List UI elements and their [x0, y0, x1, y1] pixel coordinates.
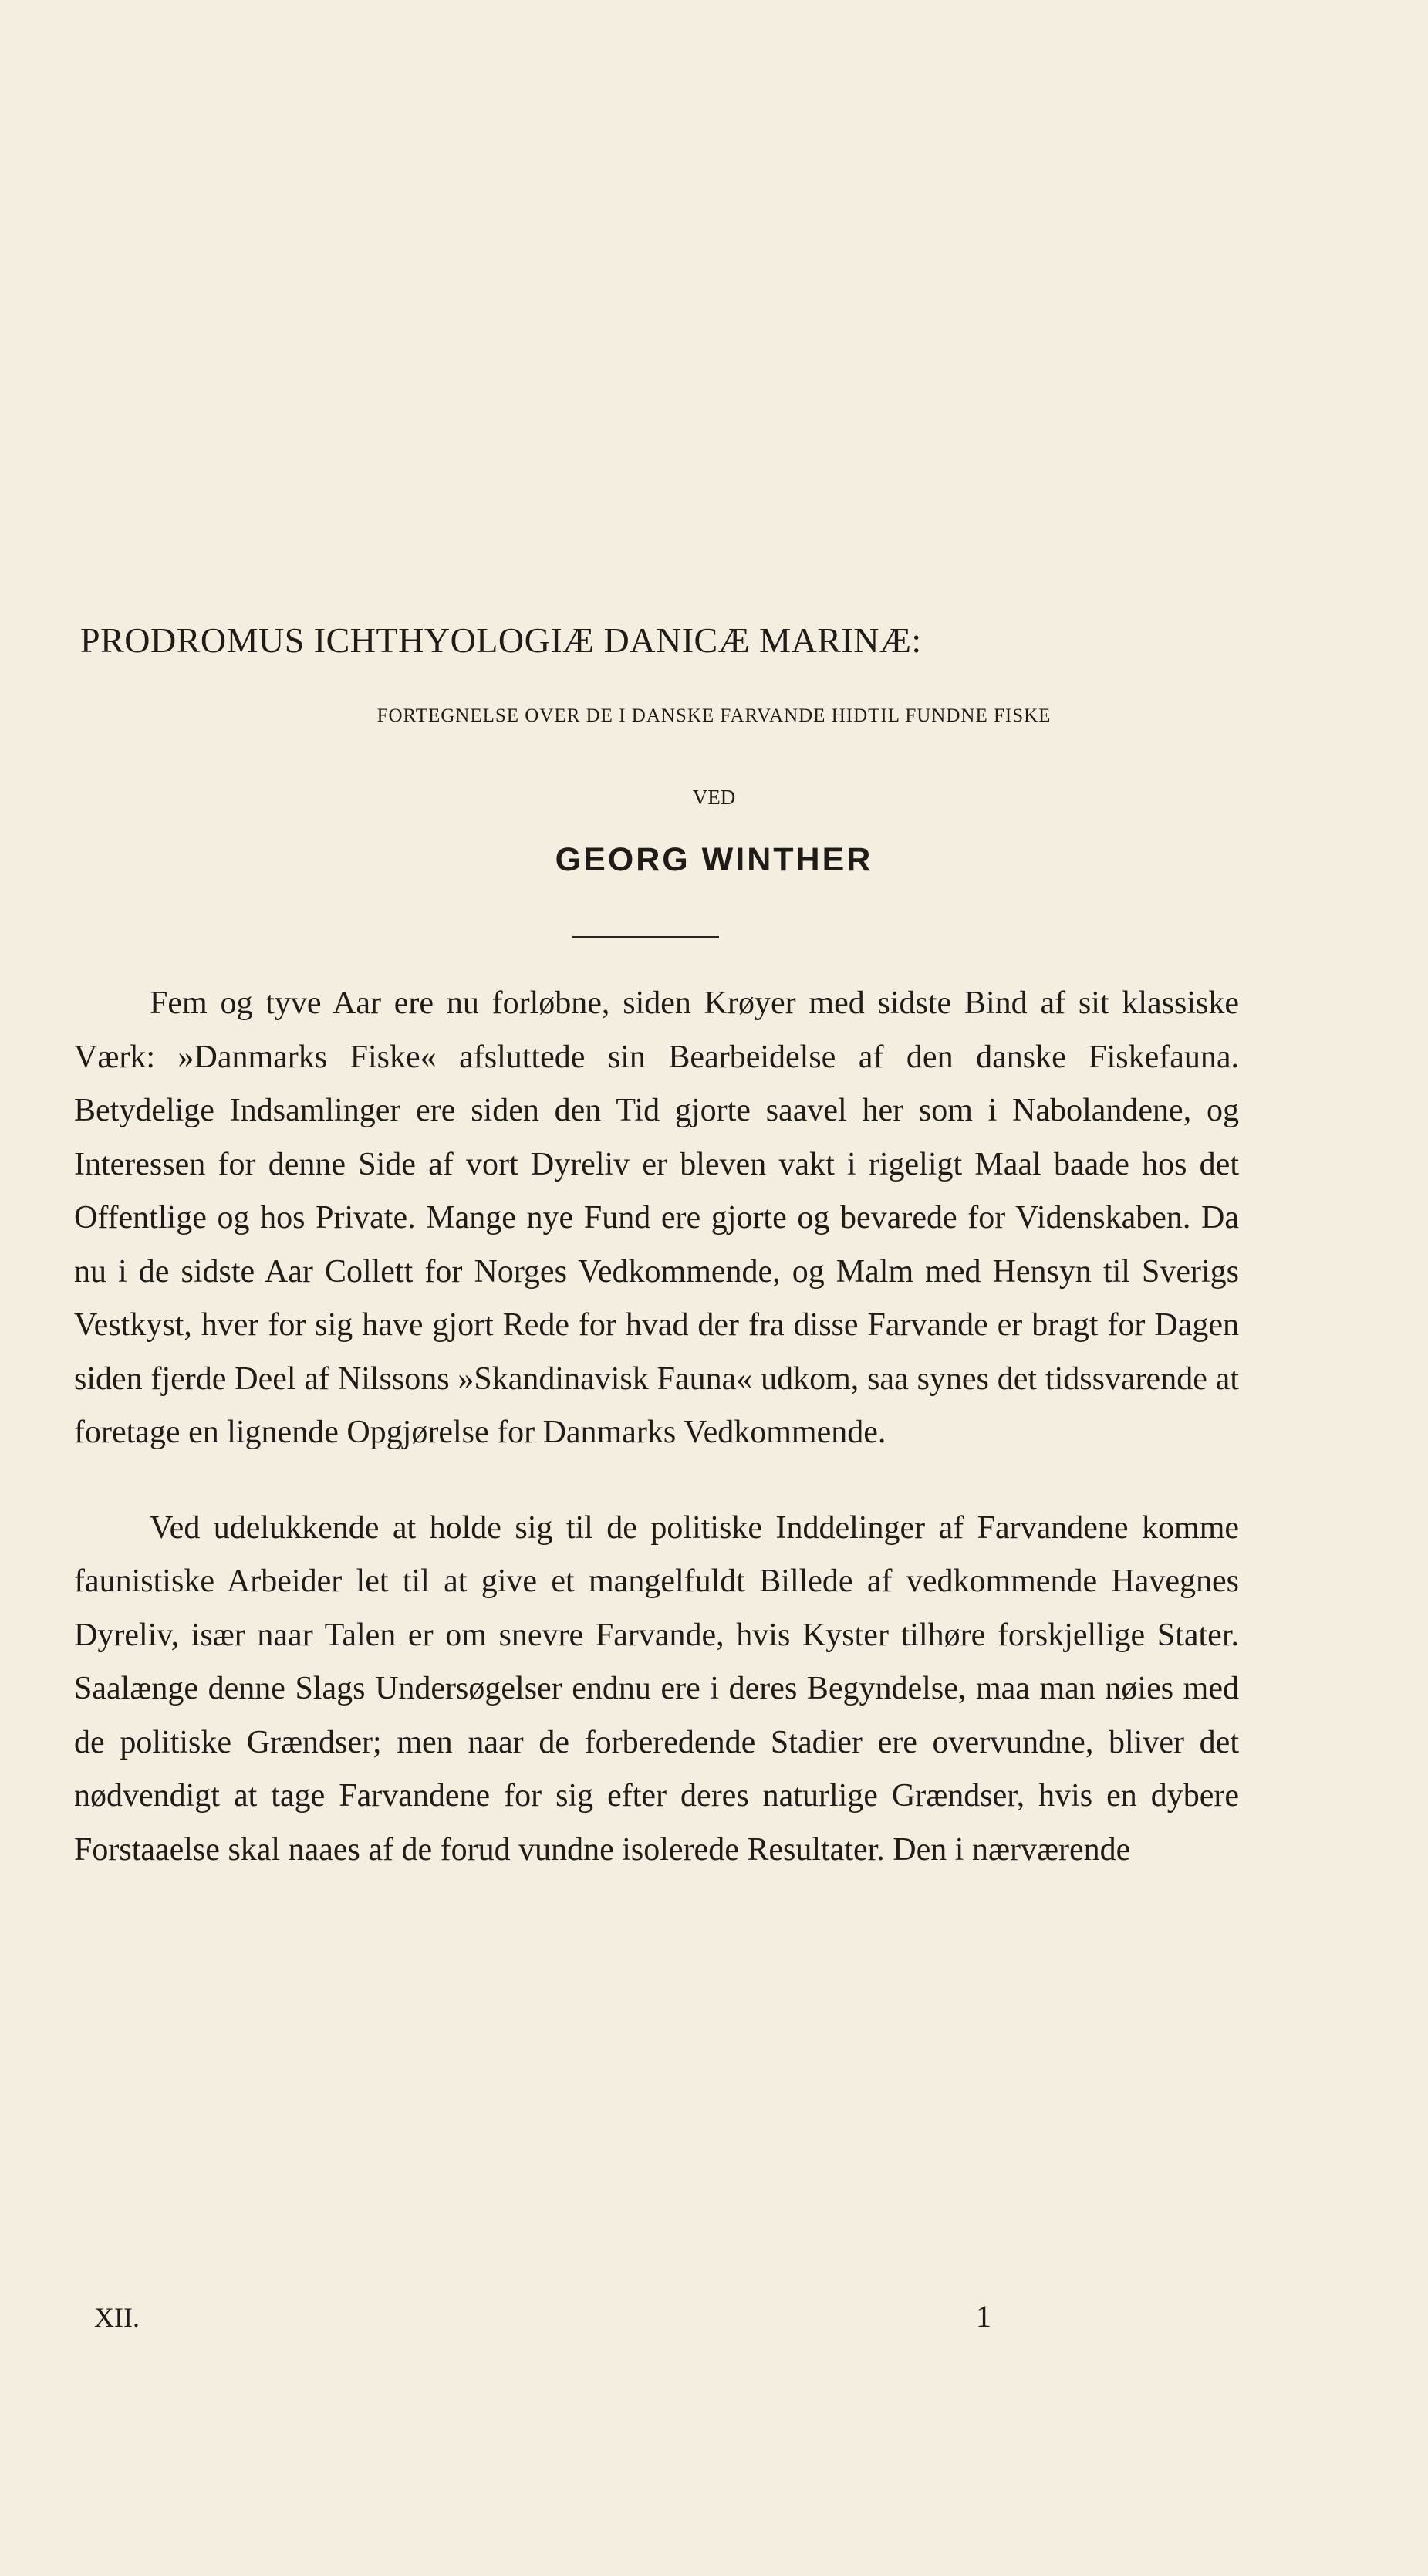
- body-text: [74, 977, 1239, 1877]
- signature-mark: XII.: [94, 2302, 140, 2333]
- by-line: VED: [692, 786, 736, 809]
- paragraph-2: Ved udelukkende at holde sig til de politiske Inddelinger af Farvandene komme faunistiske Arbeider let til at give et mangelfuldt Billede af vedkommende Havegnes Dyreliv, især naar Talen er om snevre Farvande, hvis Kyster tilhøre forskjellige Stater. Saalænge denne Slags Undersøgelser endnu ere i deres Begyndelse, maa man nøies med de politiske Grændser; men naar de forberedende Stadier ere overvundne, bliver det nødvendigt at tage Farvandene for sig efter deres naturlige Grændser, hvis en dybere Forstaaelse skal naaes af de forud vundne isolerede Resultater. Den i nærværende: [74, 1509, 1239, 1868]
- author-name: GEORG WINTHER: [555, 841, 873, 878]
- paragraph-1: Fem og tyve Aar ere nu forløbne, siden Krøyer med sidste Bind af sit klassiske Værk: »Danmarks Fiske« afsluttede sin Bearbeidelse af den danske Fiskefauna. Betydelige Indsamlinger ere siden den Tid gjorte saavel her som i Nabolandene, og Interessen for denne Side af vort Dyreliv er bleven vakt i rigeligt Maal baade hos det Offentlige og hos Private. Mange nye Fund ere gjorte og bevarede for Videnskaben. Da nu i de sidste Aar Collett for Norges Vedkommende, og Malm med Hensyn til Sverigs Vestkyst, hver for sig have gjort Rede for hvad der fra disse Farvande er bragt for Dagen siden fjerde Deel af Nilssons »Skandinavisk Fauna« udkom, saa synes det tidssvarende at foretage en lignende Opgjørelse for Danmarks Vedkommende.: [74, 985, 1239, 1450]
- title-rule: [572, 936, 719, 938]
- main-title: PRODROMUS ICHTHYOLOGIÆ DANICÆ MARINÆ:: [80, 620, 922, 660]
- page-number: 1: [976, 2299, 991, 2334]
- subtitle: FORTEGNELSE OVER DE I DANSKE FARVANDE HIDTIL FUNDNE FISKE: [376, 705, 1052, 726]
